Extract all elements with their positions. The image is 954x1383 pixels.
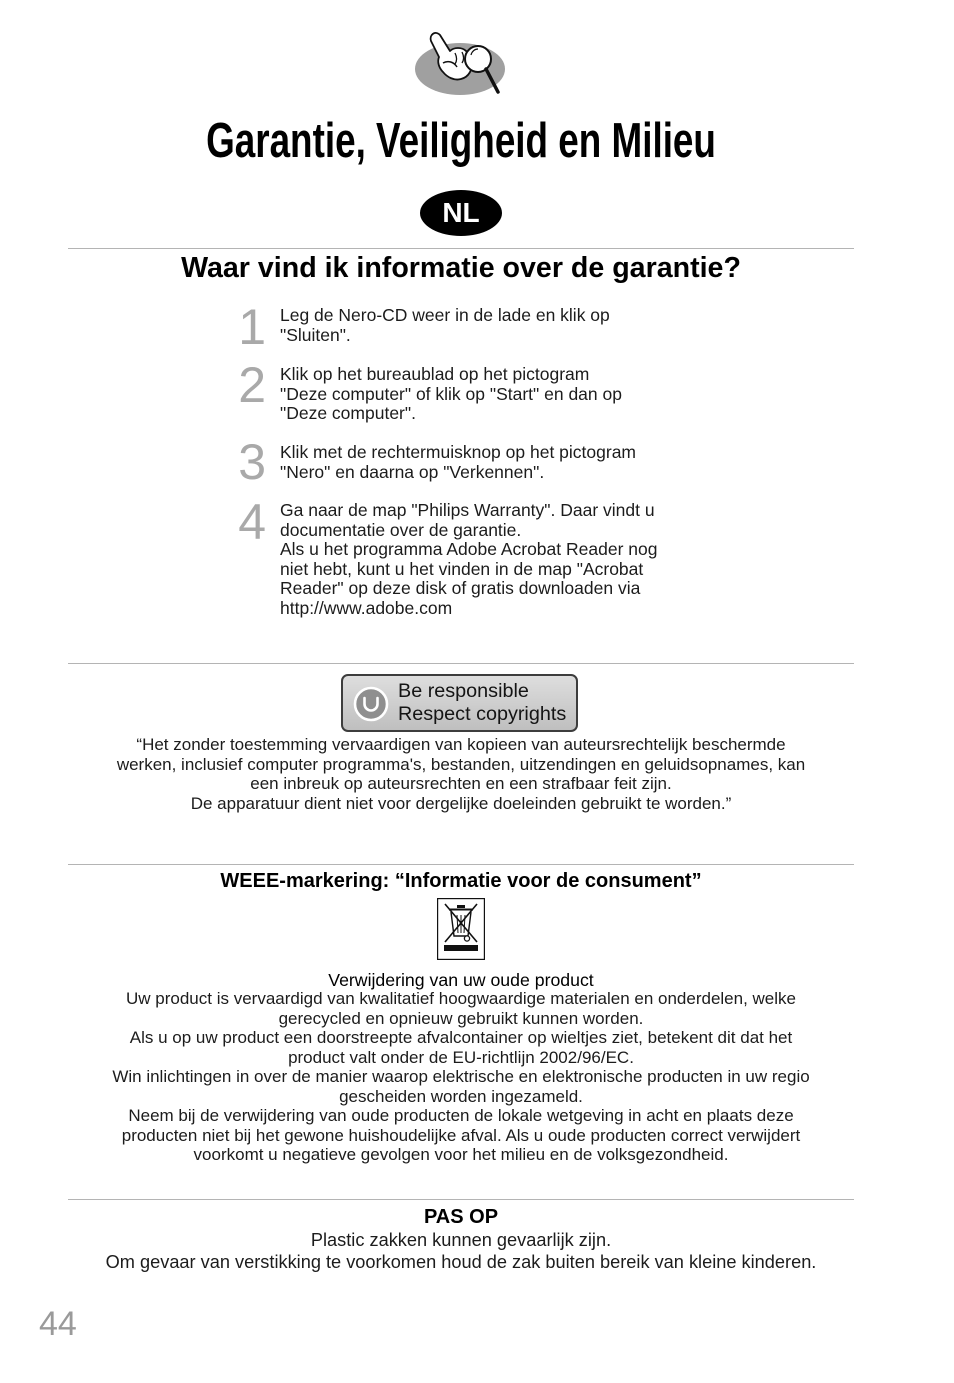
weee-heading: WEEE-markering: “Informatie voor de consument” <box>220 870 702 892</box>
step-text-line: Leg de Nero-CD weer in de lade en klik op <box>280 305 610 325</box>
weee-text-line: Neem bij de verwijdering van oude producten de lokale wetgeving in acht en plaats deze <box>128 1106 794 1126</box>
copyright-notice-line: werken, inclusief computer programma's, bestanden, uitzendingen en geluidsopnames, kan <box>116 754 806 774</box>
weee-text-line: voorkomt u negatieve gevolgen voor het milieu en de volksgezondheid. <box>193 1145 729 1165</box>
weee-text-line: gescheiden worden ingezameld. <box>339 1086 583 1106</box>
step-number-1: 1 <box>238 299 266 355</box>
step-text-3 <box>280 443 636 482</box>
step-text-line: http://www.adobe.com <box>280 597 453 618</box>
weee-text-line: Uw product is vervaardigd van kwalitatief hoogwaardige materialen en onderdelen, welke <box>126 989 796 1008</box>
divider <box>68 663 854 664</box>
step-number-2: 2 <box>238 357 266 413</box>
caution-heading: PAS OP <box>423 1206 499 1228</box>
copyright-badge <box>341 674 578 732</box>
step-text-line: "Deze computer" of klik op "Start" en dan op <box>280 383 622 404</box>
page-title-text: Garantie, Veiligheid en Milieu <box>206 114 716 168</box>
weee-text <box>68 989 854 1165</box>
caution-text-line: Plastic zakken kunnen gevaarlijk zijn. <box>310 1230 612 1250</box>
divider <box>68 1199 854 1200</box>
step-text-1 <box>280 306 610 345</box>
caution-text-line: Om gevaar van verstikking te voorkomen houd de zak buiten bereik van kleine kinderen. <box>105 1252 817 1272</box>
pointing-hand-magnifier-icon <box>410 26 510 100</box>
step-text-line: "Sluiten". <box>280 324 351 345</box>
step-text-line: "Deze computer". <box>280 403 416 424</box>
weee-text-line: Win inlichtingen in over de manier waarop elektrische en elektronische producten in uw regio <box>112 1067 810 1087</box>
language-badge: NL <box>420 190 502 236</box>
step-text-line: Reader" op deze disk of gratis downloaden via <box>280 578 641 599</box>
step-text-2 <box>280 365 622 424</box>
copyright-notice-line: De apparatuur dient niet voor dergelijke doeleinden gebruikt te worden.” <box>190 793 732 813</box>
weee-text-line: producten niet bij het gewone huishoudelijke afval. Als u oude producten correct verwijdert <box>121 1125 801 1145</box>
copyright-notice-line: een inbreuk op auteursrechten en een strafbaar feit zijn. <box>250 774 672 794</box>
step-text-line: Klik met de rechtermuisknop op het pictogram <box>280 442 636 462</box>
step-number-4: 4 <box>238 494 266 550</box>
crossed-out-wheelie-bin-icon <box>437 898 485 960</box>
weee-subheading: Verwijdering van uw oude product <box>328 970 594 990</box>
step-text-line: documentatie over de garantie. <box>280 519 522 540</box>
step-number-3: 3 <box>238 434 266 490</box>
copyright-notice-line: “Het zonder toestemming vervaardigen van kopieen van auteursrechtelijk beschermde <box>136 735 786 754</box>
caution-text <box>68 1229 854 1273</box>
weee-text-line: gerecycled en opnieuw gebruikt kunnen worden. <box>278 1008 644 1028</box>
divider <box>68 248 854 249</box>
divider <box>68 864 854 865</box>
copyright-badge-line: Respect copyrights <box>398 702 567 725</box>
step-text-line: Ga naar de map "Philips Warranty". Daar vindt u <box>280 500 655 520</box>
weee-text-line: Als u op uw product een doorstreepte afvalcontainer op wieltjes ziet, betekent dit dat het <box>129 1028 793 1048</box>
step-text-line: Als u het programma Adobe Acrobat Reader nog <box>280 539 658 560</box>
step-text-line: Klik op het bureaublad op het pictogram <box>280 364 590 384</box>
weee-text-line: product valt onder de EU-richtlijn 2002/96/EC. <box>288 1047 634 1067</box>
page-title <box>68 114 854 168</box>
step-text-line: niet hebt, kunt u het vinden in de map "Acrobat <box>280 558 644 579</box>
page-number: 44 <box>39 1305 77 1343</box>
warranty-heading: Waar vind ik informatie over de garantie? <box>181 252 741 284</box>
copyright-notice <box>68 735 854 813</box>
copyright-badge-text <box>398 680 566 725</box>
smile-circle-icon <box>352 685 390 723</box>
copyright-badge-line: Be responsible <box>398 680 529 702</box>
step-text-line: "Nero" en daarna op "Verkennen". <box>280 461 545 482</box>
step-text-4 <box>280 501 657 619</box>
